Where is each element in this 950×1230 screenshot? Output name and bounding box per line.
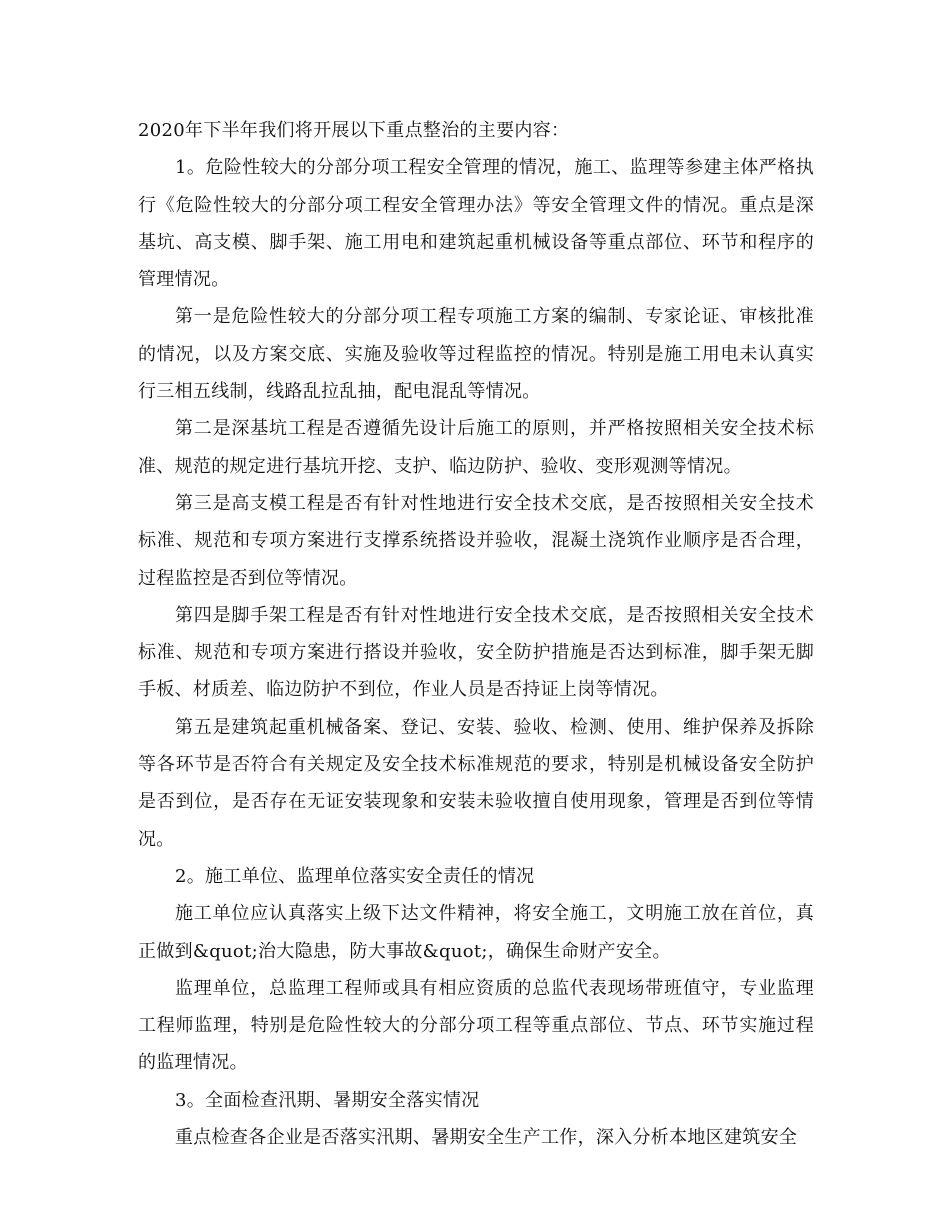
item-1-paragraph: 1。危险性较大的分部分项工程安全管理的情况，施工、监理等参建主体严格执行《危险性较大的分部分项工程安全管理办法》等安全管理文件的情况。重点是深基坑、高支模、脚手架、施工用电和建筑起重机械设备等重点部位、环节和程序的管理情况。	[138, 157, 814, 291]
construction-unit-paragraph: 施工单位应认真落实上级下达文件精神，将安全施工，文明施工放在首位，真正做到&quot;治大隐患，防大事故&quot;，确保生命财产安全。	[138, 903, 814, 962]
item-2-heading: 2。施工单位、监理单位落实安全责任的情况	[175, 865, 535, 887]
intro-paragraph: 2020年下半年我们将开展以下重点整治的主要内容：	[138, 120, 570, 141]
flood-season-paragraph: 重点检查各企业是否落实汛期、暑期安全生产工作，深入分析本地区建筑安全	[175, 1127, 798, 1149]
document-body	[138, 112, 814, 1156]
first-point-paragraph: 第一是危险性较大的分部分项工程专项施工方案的编制、专家论证、审核批准的情况，以及方案交底、实施及验收等过程监控的情况。特别是施工用电未认真实行三相五线制，线路乱拉乱抽，配电混乱等情况。	[138, 306, 814, 403]
supervision-unit-paragraph: 监理单位，总监理工程师或具有相应资质的总监代表现场带班值守，专业监理工程师监理，特别是危险性较大的分部分项工程等重点部位、节点、环节实施过程的监理情况。	[138, 977, 814, 1074]
third-point-paragraph: 第三是高支模工程是否有针对性地进行安全技术交底，是否按照相关安全技术标准、规范和专项方案进行支撑系统搭设并验收，混凝土浇筑作业顺序是否合理，过程监控是否到位等情况。	[138, 492, 814, 589]
second-point-paragraph: 第二是深基坑工程是否遵循先设计后施工的原则，并严格按照相关安全技术标准、规范的规定进行基坑开挖、支护、临边防护、验收、变形观测等情况。	[138, 418, 814, 477]
item-3-heading: 3。全面检查汛期、暑期安全落实情况	[175, 1089, 480, 1111]
fifth-point-paragraph: 第五是建筑起重机械备案、登记、安装、验收、检测、使用、维护保养及拆除等各环节是否符合有关规定及安全技术标准规范的要求，特别是机械设备安全防护是否到位，是否存在无证安装现象和安装未验收擅自使用现象，管理是否到位等情况。	[138, 716, 814, 850]
fourth-point-paragraph: 第四是脚手架工程是否有针对性地进行安全技术交底，是否按照相关安全技术标准、规范和专项方案进行搭设并验收，安全防护措施是否达到标准，脚手架无脚手板、材质差、临边防护不到位，作业人员是否持证上岗等情况。	[138, 604, 814, 701]
